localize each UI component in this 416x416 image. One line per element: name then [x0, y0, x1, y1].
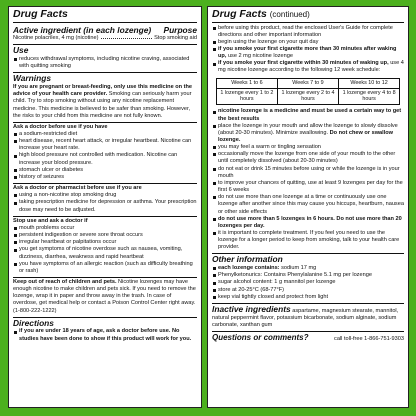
continued-label: (continued)	[269, 10, 310, 19]
keep-out-of-reach-bold: Keep out of reach of children and pets.	[13, 278, 117, 285]
questions-heading: Questions or comments?	[212, 333, 309, 343]
list-item	[212, 216, 404, 230]
table-row	[216, 88, 399, 105]
table-header-cell: Weeks 7 to 9	[277, 78, 338, 88]
list-item	[212, 60, 404, 74]
active-ingredient-name: Nicotine polacrilex, 4 mg (nicotine)	[13, 35, 99, 42]
ask-pharmacist-heading: Ask a doctor or pharmacist before use if you are	[13, 185, 142, 192]
section-divider	[13, 277, 197, 278]
drug-facts-panel-right	[207, 6, 409, 408]
item-text: begin using the lozenge on your quit day	[218, 38, 319, 45]
list-item	[212, 144, 404, 151]
ask-pharmacist-list	[13, 192, 197, 213]
list-item	[212, 194, 404, 215]
item-text: Phenylketonurics: Contains Phenylalanine 5.1 mg per lozenge	[218, 272, 372, 279]
item-text: sodium 17 mg	[279, 265, 317, 272]
use-heading: Use	[13, 45, 29, 56]
list-item: history of seizures	[13, 174, 197, 181]
list-item: a sodium-restricted diet	[13, 131, 197, 138]
list-item	[212, 230, 404, 251]
directions-list	[13, 328, 197, 342]
section-divider	[13, 216, 197, 217]
section-divider	[13, 183, 197, 184]
inactive-ingredients-heading: Inactive ingredients	[212, 303, 291, 314]
stop-use-list	[13, 225, 197, 275]
section-divider	[13, 122, 197, 123]
purpose-heading: Purpose	[163, 24, 197, 35]
active-ingredient-heading: Active ingredient (in each lozenge)	[13, 24, 152, 35]
list-item: mouth problems occur	[13, 225, 197, 232]
list-item	[212, 39, 404, 46]
table-header-cell: Weeks 1 to 6	[216, 78, 277, 88]
ask-doctor-heading: Ask a doctor before use if you have	[13, 123, 108, 130]
inactive-ingredients-text: aspartame, magnesium stearate, mannitol, natural peppermint flavor, potassium bicarbonate, sodium alginate, sodium carbonate, xanthan gum	[212, 307, 399, 329]
item-text: sugar alcohol content: 1 g mannitol per lozenge	[218, 279, 336, 286]
drug-facts-panel-left	[8, 6, 202, 408]
item-text: use 4 mg nicotine lozenge according to the following 12 week schedule:	[218, 60, 404, 74]
drug-facts-title: Drug Facts	[13, 9, 197, 23]
list-item: taking prescription medicine for depression or asthma. Your prescription dose may need to be adjusted.	[13, 199, 197, 213]
keep-out-of-reach	[13, 279, 197, 315]
section-divider	[13, 44, 197, 45]
list-item: irregular heartbeat or palpitations occur	[13, 239, 197, 246]
drug-facts-title-continued	[212, 9, 404, 23]
table-cell: 1 lozenge every 1 to 2 hours	[216, 88, 277, 105]
warnings-intro-bold: If you are pregnant or breast-feeding, only use this medicine on the advice of your health care provider.	[13, 84, 193, 98]
table-cell: 1 lozenge every 4 to 8 hours	[339, 88, 400, 105]
item-text: occasionally move the lozenge from one side of your mouth to the other until completely dissolved (about 20-30 minutes)	[218, 151, 396, 165]
item-text: you may feel a warm or tingling sensation	[218, 144, 321, 151]
warnings-intro-rest: Smoking can seriously harm your child. Try to stop smoking without using any nicotine replacement medicine. This medicine is believed to be safer than smoking. However, the risks to your child from this medicine are not fully known.	[13, 91, 192, 119]
list-item: you have symptoms of an allergic reaction (such as difficulty breathing or rash)	[13, 261, 197, 275]
list-item	[212, 46, 404, 60]
list-item: stomach ulcer or diabetes	[13, 167, 197, 174]
use-list	[13, 56, 197, 70]
other-information-list	[212, 265, 404, 301]
list-item	[212, 265, 404, 272]
item-bold: each lozenge contains:	[218, 265, 280, 272]
active-ingredient-header	[13, 25, 197, 36]
use-item: reduces withdrawal symptoms, including nicotine craving, associated with quitting smoking	[13, 56, 197, 70]
item-bold-tail: Do not chew or swallow lozenge.	[218, 129, 394, 143]
list-item	[212, 123, 404, 144]
ask-doctor-list	[13, 131, 197, 181]
item-bold: nicotine lozenge is a medicine and must be used a certain way to get the best results	[218, 108, 402, 122]
list-item	[212, 166, 404, 180]
list-item: high blood pressure not controlled with medication. Nicotine can increase your blood pressure.	[13, 152, 197, 166]
dosing-schedule-table	[216, 78, 400, 106]
item-text: place the lozenge in your mouth and allow the lozenge to slowly dissolve (about 20-30 minutes). Minimize swallowing.	[218, 122, 398, 136]
list-item	[212, 272, 404, 279]
list-item: heart disease, recent heart attack, or irregular heartbeat. Nicotine can increase your heart rate.	[13, 138, 197, 152]
inactive-ingredients	[212, 305, 404, 329]
active-ingredient-purpose: Stop smoking aid	[154, 35, 197, 42]
list-item	[212, 287, 404, 294]
active-ingredient-row	[13, 35, 197, 42]
table-row	[216, 78, 399, 88]
directions-list-continued	[212, 25, 404, 75]
directions-list-more	[212, 108, 404, 251]
item-text: use 2 mg nicotine lozenge	[226, 53, 293, 60]
list-item	[212, 25, 404, 39]
section-divider	[212, 331, 404, 332]
item-bold: if you smoke your first cigarette within 30 minutes of waking up,	[218, 60, 389, 67]
item-bold: do not use more than 5 lozenges in 6 hours. Do not use more than 20 lozenges per day.	[218, 215, 402, 229]
list-item: if you are under 18 years of age, ask a doctor before use. No studies have been done to show if this product will work for you.	[13, 328, 197, 342]
item-text: do not eat or drink 15 minutes before using or while the lozenge is in your mouth	[218, 165, 400, 179]
item-text: to improve your chances of quitting, use at least 9 lozenges per day for the first 6 weeks	[218, 179, 403, 194]
list-item: persistent indigestion or severe sore throat occurs	[13, 232, 197, 239]
list-item	[212, 294, 404, 301]
list-item: you get symptoms of nicotine overdose such as nausea, vomiting, dizziness, diarrhea, weakness and rapid heartbeat	[13, 246, 197, 260]
warnings-heading: Warnings	[13, 73, 52, 84]
list-item	[212, 108, 404, 122]
list-item	[212, 151, 404, 165]
item-bold: if you smoke your first cigarette more than 30 minutes after waking up,	[218, 46, 397, 60]
directions-heading: Directions	[13, 317, 54, 328]
item-text: store at 20-25°C (68-77°F)	[218, 286, 285, 293]
questions-phone: call toll-free 1-866-751-9303	[334, 336, 404, 343]
stop-use-heading: Stop use and ask a doctor if	[13, 217, 88, 224]
keep-out-of-reach-rest: Nicotine lozenges may have enough nicotine to make children and pets sick. If you need to remove the lozenge, wrap it in paper and throw away in the trash. In case of overdose, get medical help or contact a Poison Control Center right away. (1-800-222-1222)	[13, 278, 196, 314]
item-text: do not use more than one lozenge at a time or continuously use one lozenge after another since this may cause you hiccups, heartburn, nausea or other side effects	[218, 194, 404, 215]
list-item	[212, 180, 404, 194]
item-text: it is important to complete treatment. If you feel you need to use the lozenge for a longer period to keep from smoking, talk to your health care provider.	[218, 230, 400, 251]
list-item	[212, 279, 404, 286]
other-information-heading: Other information	[212, 254, 283, 265]
drug-facts-title: Drug Facts	[212, 8, 267, 20]
table-cell: 1 lozenge every 2 to 4 hours	[277, 88, 338, 105]
leader-dots	[101, 38, 153, 39]
list-item: using a non-nicotine stop smoking drug	[13, 192, 197, 199]
warnings-intro	[13, 84, 197, 120]
item-text: keep vial tightly closed and protect from light	[218, 293, 329, 300]
table-header-cell: Weeks 10 to 12	[339, 78, 400, 88]
item-text: before using this product, read the enclosed User's Guide for complete directions and other important information	[218, 24, 393, 38]
questions-row	[212, 333, 404, 343]
